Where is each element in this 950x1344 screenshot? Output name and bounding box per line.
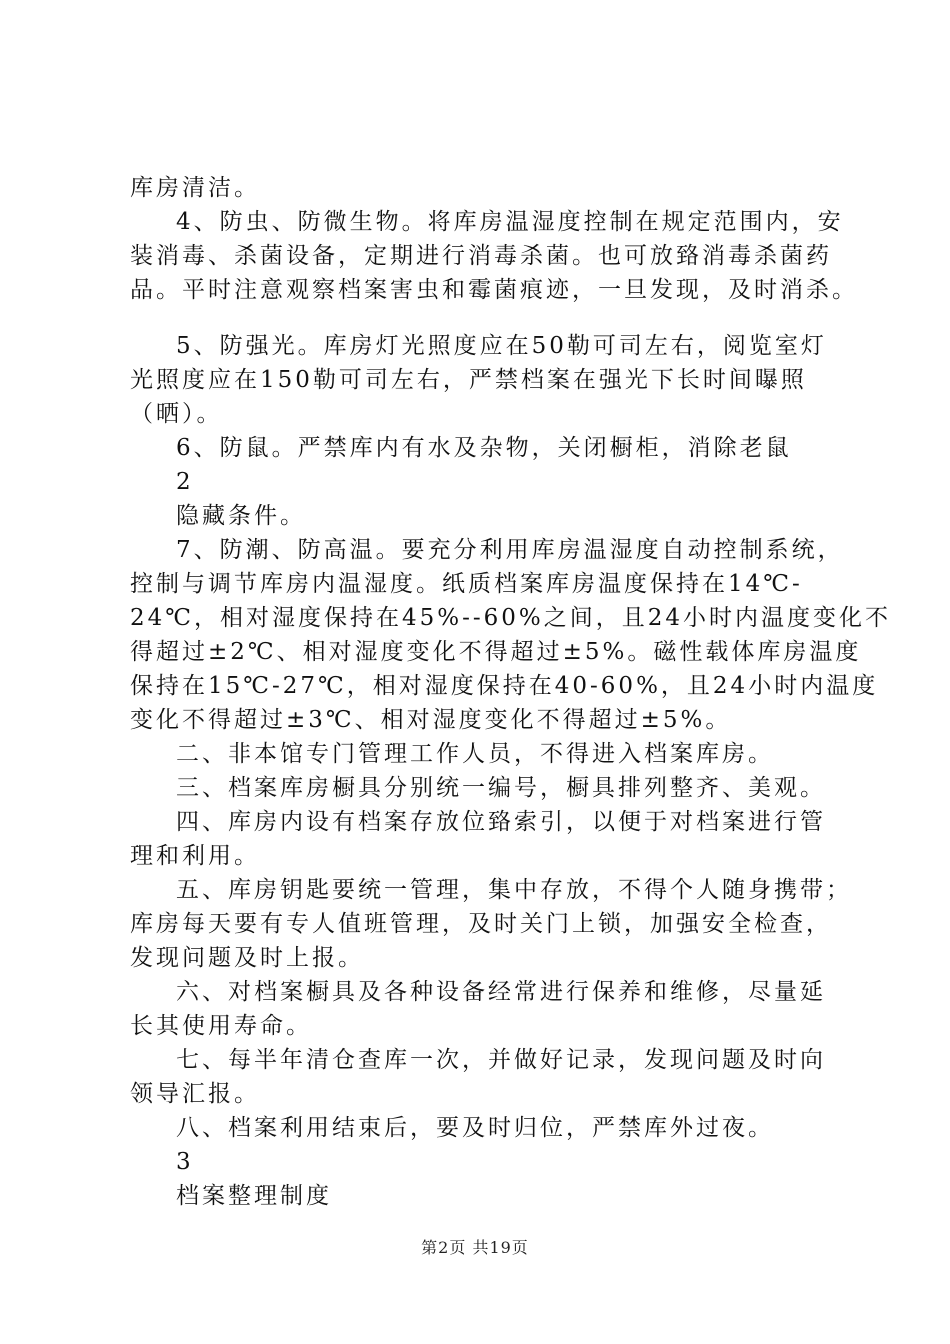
page-footer: 第2页 共19页 [421,1238,529,1257]
text-line: 二、非本馆专门管理工作人员，不得进入档案库房。 [176,741,774,767]
text-line: 四、库房内设有档案存放位臵索引，以便于对档案进行管 [176,809,826,835]
text-line: 光照度应在150勒可司左右，严禁档案在强光下长时间曝照 [130,367,807,393]
text-line: 保持在15℃-27℃，相对湿度保持在40-60%，且24小时内温度 [130,673,879,699]
text-line: 控制与调节库房内温湿度。纸质档案库房温度保持在14℃- [130,571,803,597]
text-line: 4、防虫、防微生物。将库房温湿度控制在规定范围内，安 [176,209,844,235]
text-line: 理和利用。 [130,843,260,869]
text-line: 品。平时注意观察档案害虫和霉菌痕迹，一旦发现，及时消杀。 [130,277,858,303]
text-line: 库房清洁。 [130,175,260,201]
text-line: 六、对档案橱具及各种设备经常进行保养和维修，尽量延 [176,979,826,1005]
text-line: 库房每天要有专人值班管理，及时关门上锁，加强安全检查， [130,911,832,937]
text-line: 7、防潮、防高温。要充分利用库房温湿度自动控制系统， [176,537,844,563]
text-line: 5、防强光。库房灯光照度应在50勒可司左右，阅览室灯 [176,333,827,359]
text-line: 长其使用寿命。 [130,1013,312,1039]
page-marker: 2 [176,469,194,495]
text-line: 6、防鼠。严禁库内有水及杂物，关闭橱柜，消除老鼠 [176,435,792,461]
text-line: 发现问题及时上报。 [130,945,364,971]
page-marker: 3 [176,1149,194,1175]
text-line: 七、每半年清仓查库一次，并做好记录，发现问题及时向 [176,1047,826,1073]
text-line: 三、档案库房橱具分别统一编号，橱具排列整齐、美观。 [176,775,826,801]
text-line: 得超过±2℃、相对湿度变化不得超过±5%。磁性载体库房温度 [130,639,862,665]
text-line: 领导汇报。 [130,1081,260,1107]
text-line: 变化不得超过±3℃、相对湿度变化不得超过±5%。 [130,707,732,733]
text-line: 装消毒、杀菌设备，定期进行消毒杀菌。也可放臵消毒杀菌药 [130,243,832,269]
text-line: 隐藏条件。 [176,503,306,529]
text-line: （晒）。 [130,401,223,427]
text-line: 24℃，相对湿度保持在45%--60%之间，且24小时内温度变化不 [130,605,892,631]
section-heading: 档案整理制度 [176,1183,332,1209]
text-line: 五、库房钥匙要统一管理，集中存放，不得个人随身携带； [176,877,852,903]
text-line: 八、档案利用结束后，要及时归位，严禁库外过夜。 [176,1115,774,1141]
